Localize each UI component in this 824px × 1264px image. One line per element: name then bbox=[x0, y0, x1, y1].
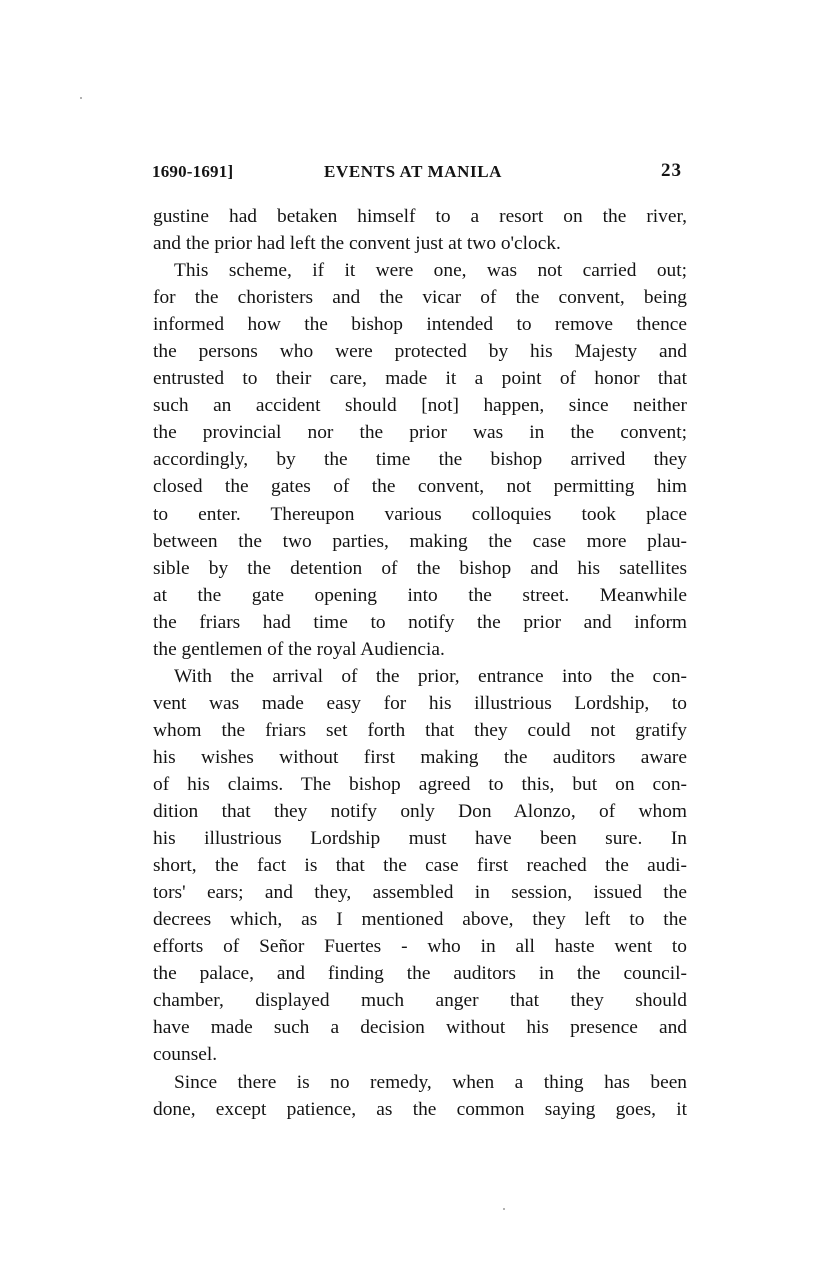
paragraph-start-line: This scheme, if it were one, was not carried out; bbox=[174, 260, 687, 282]
scan-speck bbox=[503, 1208, 505, 1210]
text-line: such an accident should [not] happen, since neither bbox=[153, 395, 687, 417]
text-line: accordingly, by the time the bishop arrived they bbox=[153, 449, 687, 471]
text-line: his illustrious Lordship must have been sure. In bbox=[153, 828, 687, 850]
text-line: vent was made easy for his illustrious Lordship, to bbox=[153, 692, 687, 714]
header-chapter-title: EVENTS AT MANILA bbox=[324, 162, 503, 181]
text-line: between the two parties, making the case more plau- bbox=[153, 530, 687, 552]
text-line: whom the friars set forth that they could not gratify bbox=[153, 719, 687, 741]
text-line: informed how the bishop intended to remove thence bbox=[153, 314, 687, 336]
text-line: efforts of Señor Fuertes - who in all haste went to bbox=[153, 936, 687, 958]
text-line: sible by the detention of the bishop and his satellites bbox=[153, 557, 687, 579]
text-line: counsel. bbox=[153, 1044, 218, 1066]
header-date-range: 1690-1691] bbox=[152, 162, 234, 181]
text-line: the friars had time to notify the prior and inform bbox=[153, 611, 687, 633]
text-line: dition that they notify only Don Alonzo, of whom bbox=[153, 801, 687, 823]
text-line: of his claims. The bishop agreed to this, but on con- bbox=[153, 773, 687, 795]
text-line: for the choristers and the vicar of the convent, being bbox=[153, 287, 687, 309]
text-line: at the gate opening into the street. Meanwhile bbox=[153, 584, 687, 606]
text-line: to enter. Thereupon various colloquies took place bbox=[153, 503, 687, 525]
text-line: have made such a decision without his presence and bbox=[153, 1017, 687, 1039]
text-line: tors' ears; and they, assembled in session, issued the bbox=[153, 882, 687, 904]
paragraph-start-line: Since there is no remedy, when a thing has been bbox=[174, 1071, 687, 1093]
text-line: decrees which, as I mentioned above, they left to the bbox=[153, 909, 687, 931]
text-line: entrusted to their care, made it a point of honor that bbox=[153, 368, 687, 390]
text-line: done, except patience, as the common saying goes, it bbox=[153, 1098, 687, 1120]
text-line: closed the gates of the convent, not permitting him bbox=[153, 476, 687, 498]
text-line: the persons who were protected by his Majesty and bbox=[153, 341, 687, 363]
scan-speck bbox=[80, 97, 82, 99]
text-line: chamber, displayed much anger that they should bbox=[153, 990, 687, 1012]
page-number: 23 bbox=[661, 160, 682, 181]
body-text bbox=[153, 203, 687, 1123]
text-line: and the prior had left the convent just at two o'clock. bbox=[153, 233, 561, 255]
text-line: short, the fact is that the case first reached the audi- bbox=[153, 855, 687, 877]
text-line: the palace, and finding the auditors in the council- bbox=[153, 963, 687, 985]
text-line: the gentlemen of the royal Audiencia. bbox=[153, 638, 445, 660]
paragraph-start-line: With the arrival of the prior, entrance into the con- bbox=[174, 665, 687, 687]
running-header bbox=[152, 160, 682, 186]
text-line: his wishes without first making the auditors aware bbox=[153, 746, 687, 768]
text-line: gustine had betaken himself to a resort on the river, bbox=[153, 206, 687, 227]
text-line: the provincial nor the prior was in the convent; bbox=[153, 422, 687, 444]
